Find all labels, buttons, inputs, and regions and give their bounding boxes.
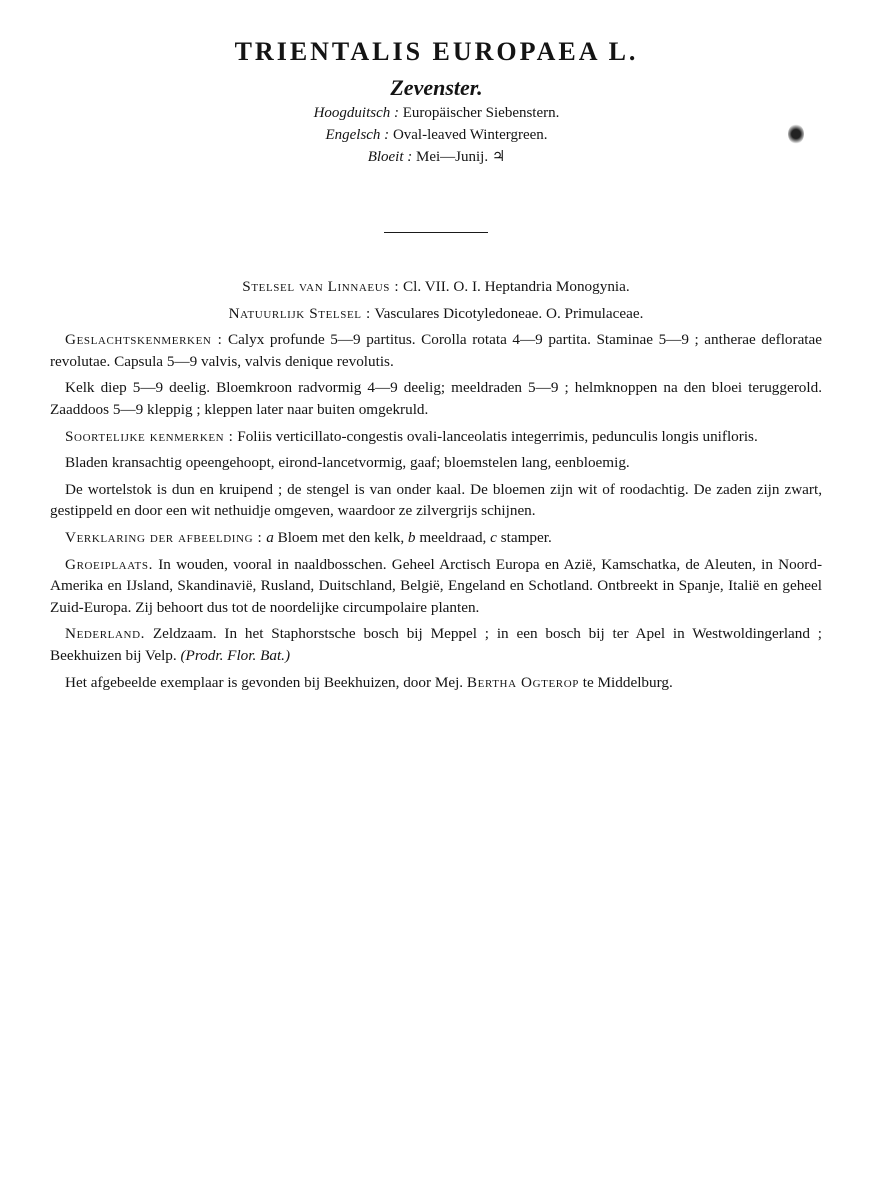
netherlands-text: Zeldzaam. In het Staphorstsche bosch bij Meppel ; in een bosch bij ter Apel in Westwoldingerland ; Beekhuizen bij Velp. [50, 625, 823, 664]
netherlands-paragraph [50, 623, 822, 666]
german-label: Hoogduitsch : [313, 105, 400, 121]
linnaeus-system [50, 276, 822, 298]
natural-system-label: Natuurlijk Stelsel : [228, 304, 371, 322]
netherlands-reference: (Prodr. Flor. Bat.) [180, 646, 291, 664]
habitat-paragraph [50, 554, 822, 619]
collector-name: Bertha Ogterop [466, 673, 579, 691]
section-divider [384, 232, 488, 233]
species-description: De wortelstok is dun en kruipend ; de stengel is van onder kaal. De bloemen zijn wit of roodachtig. De zaden zijn zwart, gestippeld en door een wit nethuidje omgeven, waardoor ze zilvergrijs schijnen. [50, 480, 822, 520]
species-characters-latin [50, 426, 822, 448]
genus-label: Geslachtskenmerken : [65, 331, 223, 349]
figure-text-b: meeldraad, [419, 528, 487, 546]
english-label: Engelsch : [325, 127, 390, 143]
linnaeus-label: Stelsel van Linnaeus : [242, 278, 400, 295]
figure-letter-c: c [490, 528, 497, 546]
figure-text-a: Bloem met den kelk, [277, 528, 405, 546]
bloom-label: Bloeit : [367, 149, 413, 165]
figure-letter-b: b [407, 528, 416, 546]
figure-explanation [50, 527, 822, 549]
description-body [50, 276, 822, 698]
dutch-common-name: Zevenster. [390, 75, 483, 100]
species-latin-text: Foliis verticillato-congestis ovali-lanceolatis integerrimis, pedunculis longis unifloris. [237, 427, 758, 445]
specimen-location: te Middelburg. [582, 673, 673, 691]
linnaeus-text: Cl. VII. O. I. Heptandria Monogynia. [403, 278, 630, 295]
german-name: Europäischer Siebenstern. [402, 105, 560, 121]
bloom-period: Mei—Junij. ♃ [416, 149, 506, 165]
english-name: Oval-leaved Wintergreen. [392, 127, 548, 143]
german-name-line [0, 102, 873, 124]
species-characters-dutch: Bladen kransachtig opeengehoopt, eirond-lancetvormig, gaaf; bloemstelen lang, eenbloemig. [65, 454, 630, 472]
netherlands-label: Nederland. [65, 625, 146, 643]
natural-system-text: Vasculares Dicotyledoneae. O. Primulaceae. [374, 304, 644, 322]
english-name-line [0, 124, 873, 146]
genus-characters-latin [50, 329, 822, 372]
specimen-text: Het afgebeelde exemplaar is gevonden bij Beekhuizen, door Mej. [65, 673, 464, 691]
figure-letter-a: a [266, 528, 274, 546]
genus-latin-text: Calyx profunde 5—9 partitus. Corolla rotata 4—9 partita. Staminae 5—9 ; antherae defloratae revolutae. Capsula 5—9 valvis, valvis denique revolutis. [50, 331, 823, 370]
natural-system [50, 303, 822, 325]
genus-characters-dutch: Kelk diep 5—9 deelig. Bloemkroon radvormig 4—9 deelig; meeldraden 5—9 ; helmknoppen na den bloei teruggerold. Zaaddoos 5—9 kleppig ; kleppen later naar buiten omgekruld. [50, 379, 822, 418]
species-label: Soortelijke kenmerken : [65, 427, 234, 445]
bloom-line [0, 146, 873, 168]
species-title: TRIENTALIS EUROPAEA L. [234, 37, 639, 66]
habitat-label: Groeiplaats. [65, 555, 153, 573]
habitat-text: In wouden, vooral in naaldbosschen. Geheel Arctisch Europa en Azië, Kamschatka, de Aleuten, in Noord-Amerika en IJsland, Skandinavië, Rusland, Duitschland, België, Engeland en Schotland. Ontbreekt in Spanje, Italië en geheel Zuid-Europa. Zij behoort dus tot de noordelijke circumpolaire planten. [50, 555, 822, 616]
specimen-paragraph [50, 672, 822, 694]
figure-explanation-label: Verklaring der afbeelding : [65, 528, 263, 546]
ink-smudge [788, 124, 804, 144]
figure-text-c: stamper. [500, 528, 552, 546]
page-header [0, 36, 873, 168]
